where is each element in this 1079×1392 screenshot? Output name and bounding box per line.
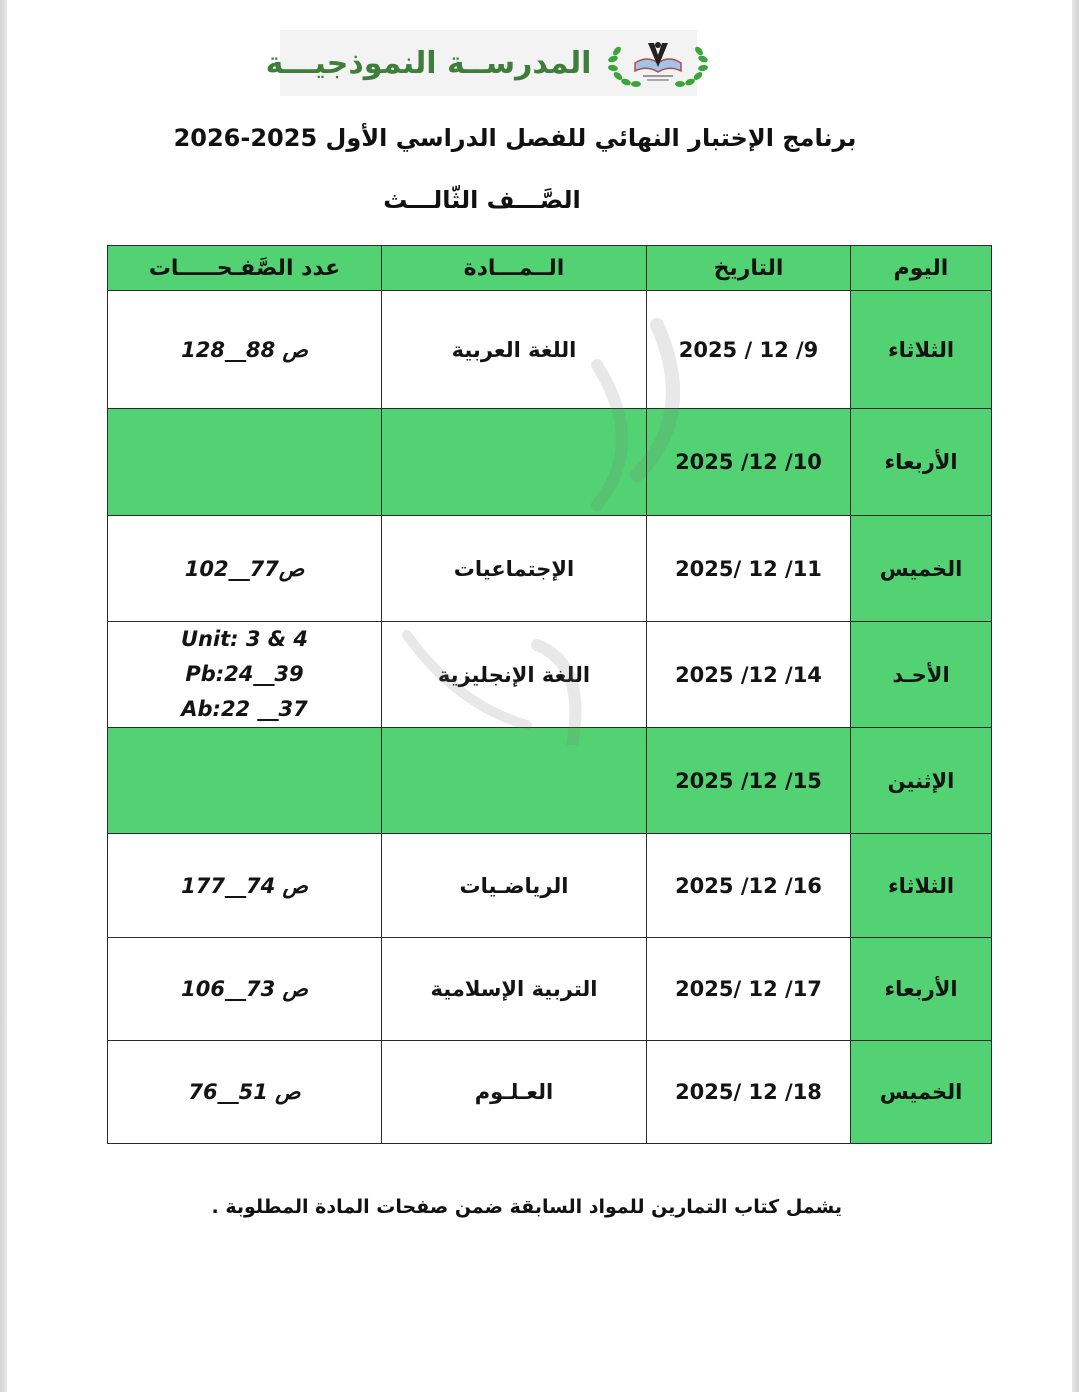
document-title: برنامج الإختبار النهائي للفصل الدراسي الأول 2025-2026 <box>173 124 857 152</box>
exam-schedule-table <box>107 245 992 1144</box>
subject-cell <box>382 728 647 834</box>
header-day: اليوم <box>851 246 992 291</box>
subject-cell: اللغة العربية <box>382 291 647 409</box>
grade-title: الصَّـــف الثّالـــث <box>383 186 581 214</box>
header-pages: عدد الصَّفـحـــــات <box>108 246 382 291</box>
day-cell: الأحـد <box>851 622 992 728</box>
laurel-emblem-icon <box>605 37 711 89</box>
header-subject: الــمـــادة <box>382 246 647 291</box>
table-row <box>108 516 992 622</box>
pages-cell <box>108 409 382 516</box>
day-cell: الأربعاء <box>851 938 992 1041</box>
pages-cell <box>108 834 382 938</box>
page-edge-right <box>1072 0 1079 1392</box>
table-row <box>108 622 992 728</box>
page-edge-left <box>0 0 7 1392</box>
pages-cell-english <box>108 622 382 728</box>
date-cell: 2025 /12 /15 <box>647 728 851 834</box>
footnote-text: يشمل كتاب التمارين للمواد السابقة ضمن صفحات المادة المطلوبة . <box>211 1196 842 1218</box>
pages-range: ص 88__128 <box>181 337 308 362</box>
pages-cell <box>108 938 382 1041</box>
subject-cell <box>382 409 647 516</box>
subject-cell: الإجتماعيات <box>382 516 647 622</box>
date-cell: 2025/ 12 /11 <box>647 516 851 622</box>
pages-cell <box>108 1041 382 1144</box>
pages-cell <box>108 728 382 834</box>
table-row <box>108 834 992 938</box>
exam-schedule <box>107 245 991 1144</box>
footnote <box>211 1196 860 1218</box>
date-cell: 2025 / 12 /9 <box>647 291 851 409</box>
date-cell: 2025 /12 /10 <box>647 409 851 516</box>
date-cell: 2025/ 12 /18 <box>647 1041 851 1144</box>
table-row <box>108 1041 992 1144</box>
table-row <box>108 938 992 1041</box>
day-cell: الخميس <box>851 516 992 622</box>
units-line: Unit: 3 & 4 <box>180 627 309 651</box>
subject-cell: العـلـوم <box>382 1041 647 1144</box>
pupils-book-pages: Pb:24__39 <box>185 662 304 686</box>
day-cell: الثلاثاء <box>851 834 992 938</box>
table-header-row <box>108 246 992 291</box>
pages-range: ص77__102 <box>184 556 305 581</box>
school-name-logo-text: المدرســة النموذجيـــة <box>265 45 592 81</box>
day-cell: الخميس <box>851 1041 992 1144</box>
table-row-holiday <box>108 728 992 834</box>
date-cell: 2025/ 12 /17 <box>647 938 851 1041</box>
table-row-holiday <box>108 409 992 516</box>
pages-range: ص 73__106 <box>181 977 308 1001</box>
day-cell: الثلاثاء <box>851 291 992 409</box>
subject-cell: الرياضـيات <box>382 834 647 938</box>
school-logo-banner <box>265 30 697 96</box>
header-date: التاريخ <box>647 246 851 291</box>
subject-cell: اللغة الإنجليزية <box>382 622 647 728</box>
day-cell: الأربعاء <box>851 409 992 516</box>
subject-cell: التربية الإسلامية <box>382 938 647 1041</box>
date-cell: 2025 /12 /16 <box>647 834 851 938</box>
activity-book-pages: Ab:22 __37 <box>181 697 308 721</box>
date-cell: 2025 /12 /14 <box>647 622 851 728</box>
pages-cell <box>108 516 382 622</box>
table-row <box>108 291 992 409</box>
pages-range: ص 74__177 <box>181 873 308 898</box>
pages-cell <box>108 291 382 409</box>
day-cell: الإثنين <box>851 728 992 834</box>
pages-range: ص 51__76 <box>188 1080 301 1104</box>
